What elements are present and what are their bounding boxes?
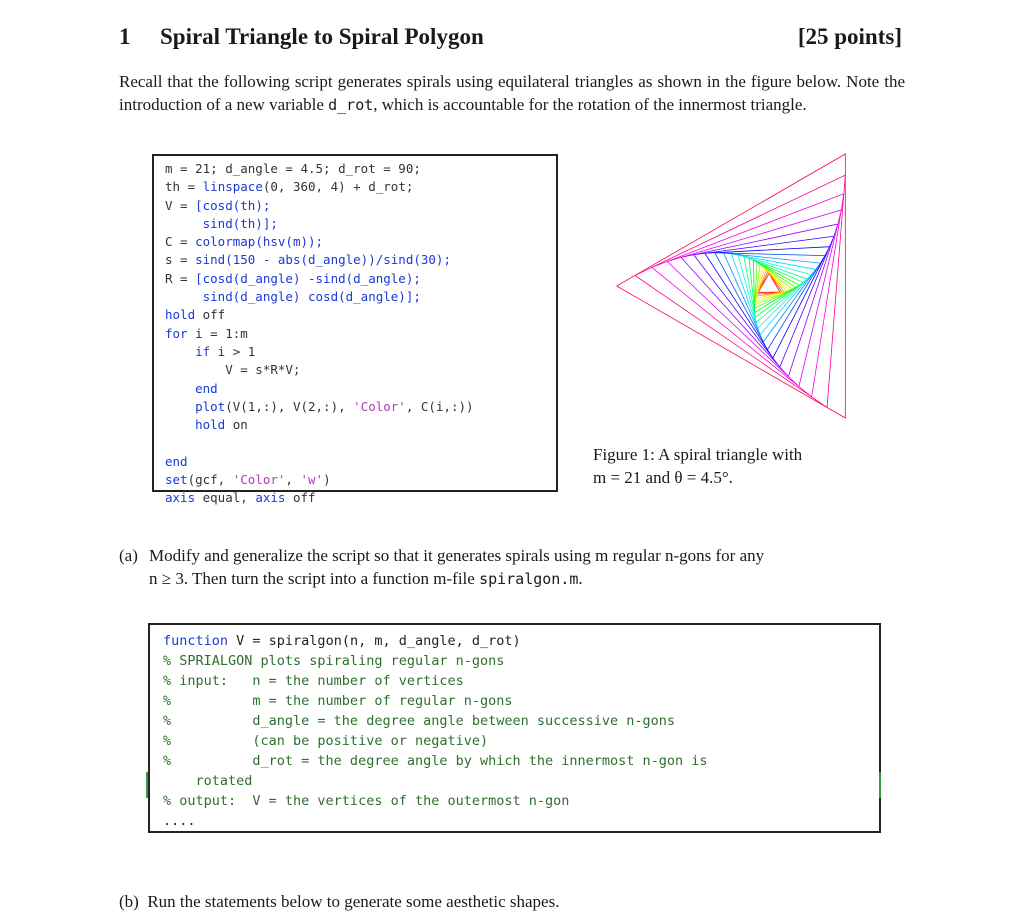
section-number: 1 bbox=[119, 24, 131, 49]
spiral-triangle-15 bbox=[705, 247, 830, 358]
part-a-label: (a) bbox=[119, 546, 138, 565]
script-code: m = 21; d_angle = 4.5; d_rot = 90; th = linspace(0, 360, 4) + d_rot; V = [cosd(th); sind(th)]; C = colormap(hsv(m)); s = sind(150 - abs(d_angle))/sind(30); R = [cosd(d_angle) -sind(d_angle); sind(d_angle) cosd(d_angle)]; hold off for i = 1:m if i > 1 V = s*R*V; end plot(V(1,:), V(2,:), 'Color', C(i,:)) hold on end set(gcf, 'Color', 'w') axis equal, axis off bbox=[165, 161, 474, 506]
intro-text-1: Recall that the following script generates spirals using equilateral triangles as shown in the figure below. Note the introduction of a new variable bbox=[119, 72, 905, 114]
figure-caption bbox=[593, 444, 873, 489]
caption-line-1: Figure 1: A spiral triangle with bbox=[593, 445, 803, 464]
caption-line-2: m = 21 and θ = 4.5°. bbox=[593, 467, 733, 487]
part-a-filename: spiralgon.m bbox=[479, 570, 579, 588]
section-points: [25 points] bbox=[797, 24, 902, 49]
part-b bbox=[119, 892, 559, 912]
wrap-marker-left bbox=[146, 772, 148, 798]
part-a-line-2: n ≥ 3. Then turn the script into a function m-file spiralgon.m. bbox=[149, 569, 583, 588]
intro-variable: d_rot bbox=[328, 95, 374, 114]
section-title: Spiral Triangle to Spiral Polygon bbox=[160, 24, 484, 49]
spiral-triangle-20 bbox=[635, 175, 845, 407]
spiral-triangle-figure bbox=[608, 150, 854, 422]
part-a bbox=[119, 544, 905, 591]
wrap-marker-right bbox=[879, 772, 881, 798]
part-b-label: (b) bbox=[119, 892, 139, 911]
function-code-box bbox=[148, 623, 881, 833]
section-heading bbox=[119, 24, 484, 50]
function-code: function V = spiralgon(n, m, d_angle, d_rot) % SPRIALGON plots spiraling regular n-gons % input: n = the number of vertices % m = the number of regular n-gons % d_angle = the degree angle between successive n-gons % (can be positive or negative) % d_rot = the degree angle by which the innermost n-gon is rotated % output: V = the vertices of the outermost n-gon .... bbox=[163, 633, 708, 829]
intro-paragraph bbox=[119, 71, 905, 116]
script-code-box bbox=[152, 154, 558, 506]
intro-text-2: , which is accountable for the rotation of the innermost triangle. bbox=[373, 94, 807, 114]
part-b-text: Run the statements below to generate some aesthetic shapes. bbox=[147, 892, 560, 911]
part-a-line-1: Modify and generalize the script so that it generates spirals using m regular n-gons for any bbox=[149, 546, 765, 565]
